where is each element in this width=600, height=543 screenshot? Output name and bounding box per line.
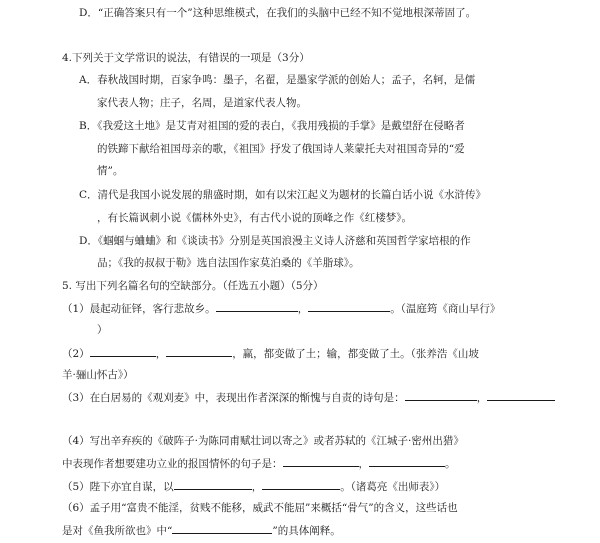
question-4-option-b-cont: 的铁蹄下献给祖国母亲的歌，《祖国》抒发了俄国诗人莱蒙托夫对祖国奇异的“爱 bbox=[97, 143, 465, 155]
poem-2-sep: ， bbox=[155, 348, 167, 360]
question-4-option-d-cont: 品；《我的叔叔于勒》选自法国作家莫泊桑的《羊脂球》。 bbox=[97, 257, 360, 269]
poem-1-sep: ， bbox=[297, 303, 309, 315]
poem-5-sep: ， bbox=[251, 481, 263, 493]
question-4-stem: 4.下列关于文学常识的说法，有错误的一项是（3分） bbox=[62, 52, 310, 64]
poem-4-prompt-cont: 中表现作者想要建功立业的报国情怀的句子是： bbox=[62, 458, 283, 470]
poem-line-3 bbox=[62, 389, 555, 406]
poem-3-sep: ， bbox=[476, 392, 488, 404]
answer-blank-2b[interactable] bbox=[166, 345, 232, 357]
question-4-option-c: C．清代是我国小说发展的鼎盛时期，如有以宋江起义为题材的长篇白话小说《水浒传》 bbox=[79, 189, 487, 201]
question-4-option-d: D．《蝈蝈与蛐蛐》和《谈读书》分别是英国浪漫主义诗人济慈和英国哲学家培根的作 bbox=[79, 235, 471, 247]
answer-blank-3b[interactable] bbox=[487, 389, 555, 401]
question-4-option-a: A．春秋战国时期，百家争鸣：墨子，名翟，是墨家学派的创始人；孟子，名轲，是儒 bbox=[79, 74, 476, 86]
poem-6-prompt-cont: 是对《鱼我所欲也》中“ bbox=[62, 525, 173, 537]
poem-line-1 bbox=[62, 300, 500, 317]
poem-2-text: ，赢，都变做了土；输，都变做了土。（张养浩《山坡 bbox=[232, 348, 479, 360]
poem-line-5 bbox=[62, 478, 445, 495]
poem-5-text: （5）陛下亦宜自谋，以 bbox=[62, 481, 174, 493]
poem-1-source: 。（温庭筠《商山早行》 bbox=[390, 303, 501, 315]
answer-blank-2a[interactable] bbox=[90, 345, 156, 357]
answer-blank-3a[interactable] bbox=[405, 389, 477, 401]
poem-6-prompt: （6）孟子用“富贵不能淫，贫贱不能移，威武不能屈”来概括“骨气”的含义，这些话也 bbox=[62, 502, 458, 514]
answer-blank-1a[interactable] bbox=[216, 300, 298, 312]
question-4-option-b-end: 情”。 bbox=[97, 165, 124, 177]
poem-1-close: ） bbox=[97, 324, 108, 336]
poem-2-num: （2） bbox=[62, 348, 90, 360]
answer-blank-4b[interactable] bbox=[369, 455, 445, 467]
poem-4-prompt: （4）写出辛弃疾的《破阵子·为陈同甫赋壮词以寄之》或者苏轼的《江城子·密州出猎》 bbox=[62, 435, 464, 447]
poem-2-source: 羊·骊山怀古》） bbox=[62, 369, 134, 381]
answer-blank-6[interactable] bbox=[172, 522, 272, 534]
question-5-stem: 5. 写出下列名篇名句的空缺部分。（任选五小题）（5分） bbox=[62, 280, 324, 292]
answer-blank-4a[interactable] bbox=[283, 455, 359, 467]
poem-5-source: 。（诸葛亮《出师表》） bbox=[340, 481, 446, 493]
poem-4-end: 。 bbox=[445, 458, 456, 470]
poem-1-text: （1）晨起动征铎，客行悲故乡。 bbox=[62, 303, 216, 315]
answer-blank-5b[interactable] bbox=[262, 478, 340, 490]
poem-6-end: ”的具体阐释。 bbox=[272, 525, 341, 537]
question-4-option-c-cont: ，有长篇讽刺小说《儒林外史》，有古代小说的顶峰之作《红楼梦》。 bbox=[97, 212, 412, 224]
answer-blank-1b[interactable] bbox=[308, 300, 390, 312]
answer-blank-5a[interactable] bbox=[174, 478, 252, 490]
poem-line-6b bbox=[62, 522, 341, 539]
poem-4-sep: ， bbox=[358, 458, 369, 470]
question-4-option-b: B．《我爱这土地》是艾青对祖国的爱的表白，《我用残损的手掌》是戴望舒在侵略者 bbox=[79, 120, 465, 132]
poem-line-2 bbox=[62, 345, 479, 362]
question-4-option-a-cont: 家代表人物；庄子，名周，是道家代表人物。 bbox=[97, 97, 307, 109]
question-3-option-d: D．“正确答案只有一个”这种思维模式，在我们的头脑中已经不知不觉地根深蒂固了。 bbox=[79, 7, 477, 19]
poem-line-4b bbox=[62, 455, 456, 472]
poem-3-prompt: （3）在白居易的《观刈麦》中，表现出作者深深的惭愧与自责的诗句是： bbox=[62, 392, 405, 404]
